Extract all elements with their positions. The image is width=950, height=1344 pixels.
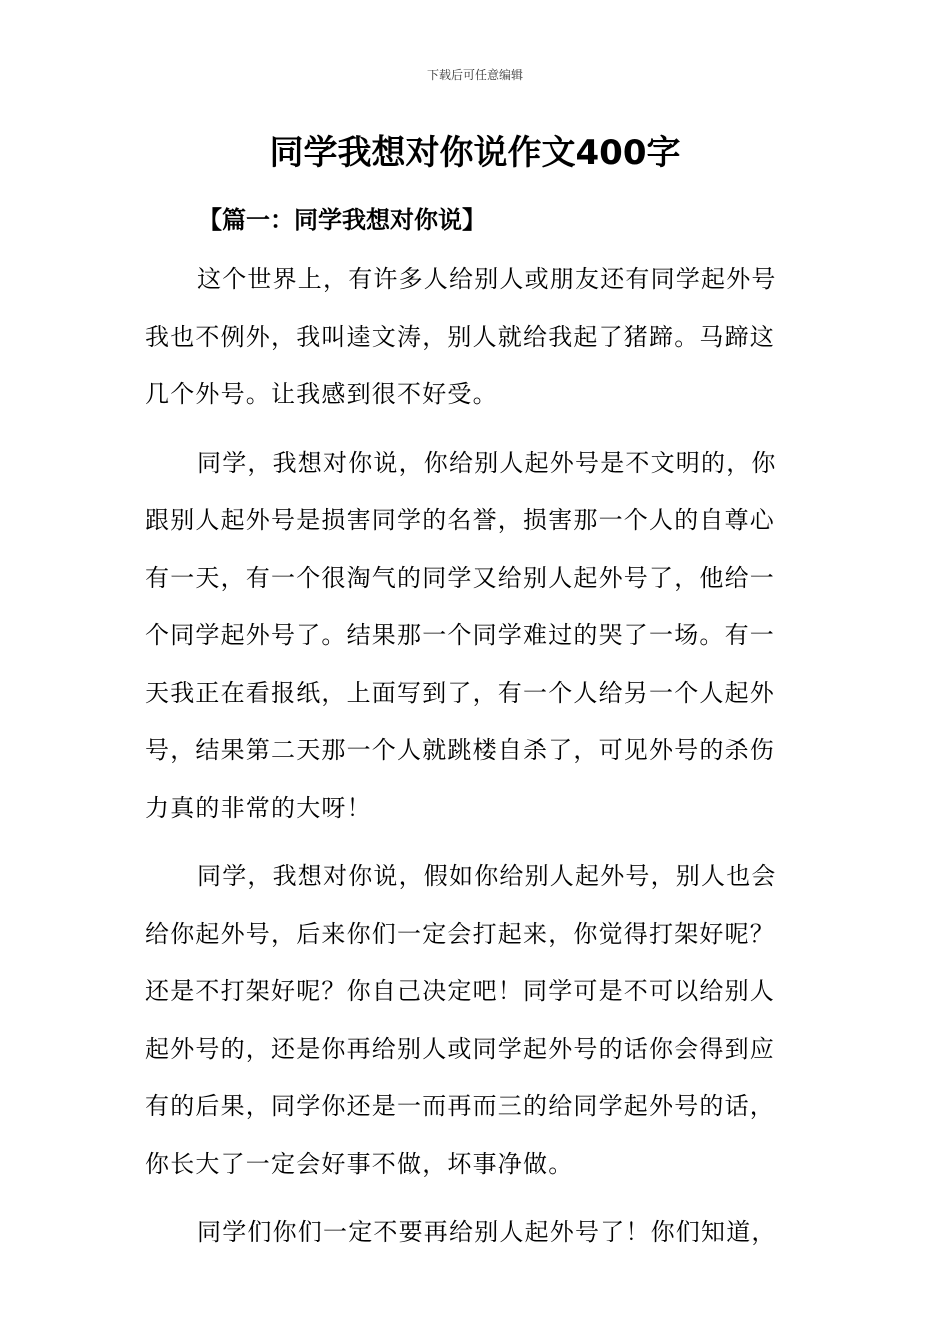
document-title: 同学我想对你说作文400字: [269, 133, 681, 173]
text-line: 个同学起外号了。结果那一个同学难过的哭了一场。有一: [145, 621, 775, 649]
section-heading: 【篇一：同学我想对你说】: [198, 205, 486, 234]
text-line: 这个世界上，有许多人给别人或朋友还有同学起外号: [197, 265, 777, 293]
text-line: 跟别人起外号是损害同学的名誉，损害那一个人的自尊心: [145, 506, 775, 534]
text-line: 还是不打架好呢？你自己决定吧！同学可是不可以给别人: [145, 977, 775, 1005]
text-line: 号，结果第二天那一个人就跳楼自杀了，可见外号的杀伤: [145, 736, 775, 764]
paragraph-4: [145, 1213, 811, 1271]
article-body: [145, 260, 811, 1282]
text-line: 我也不例外，我叫逵文涛，别人就给我起了猪蹄。马蹄这: [145, 322, 775, 351]
text-line: 你长大了一定会好事不做，坏事净做。: [145, 1149, 574, 1178]
text-line: 起外号的，还是你再给别人或同学起外号的话你会得到应: [145, 1034, 775, 1063]
page-header-note: 下载后可任意编辑: [426, 68, 523, 82]
paragraph-1: [145, 260, 811, 433]
text-line: 几个外号。让我感到很不好受。: [145, 380, 498, 408]
text-line: 给你起外号，后来你们一定会打起来，你觉得打架好呢？: [145, 919, 775, 948]
text-line: 同学，我想对你说，假如你给别人起外号，别人也会: [197, 862, 777, 890]
text-line: 同学们你们一定不要再给别人起外号了！你们知道，: [197, 1218, 777, 1246]
text-line: 有的后果，同学你还是一而再而三的给同学起外号的话，: [145, 1092, 775, 1120]
paragraph-3: [145, 857, 811, 1202]
paragraph-2: [145, 444, 811, 847]
text-line: 有一天，有一个很淘气的同学又给别人起外号了，他给一: [145, 563, 775, 592]
text-line: 力真的非常的大呀！: [145, 793, 372, 822]
text-line: 天我正在看报纸，上面写到了，有一个人给另一个人起外: [145, 678, 775, 707]
text-line: 同学，我想对你说，你给别人起外号是不文明的，你: [197, 448, 777, 477]
